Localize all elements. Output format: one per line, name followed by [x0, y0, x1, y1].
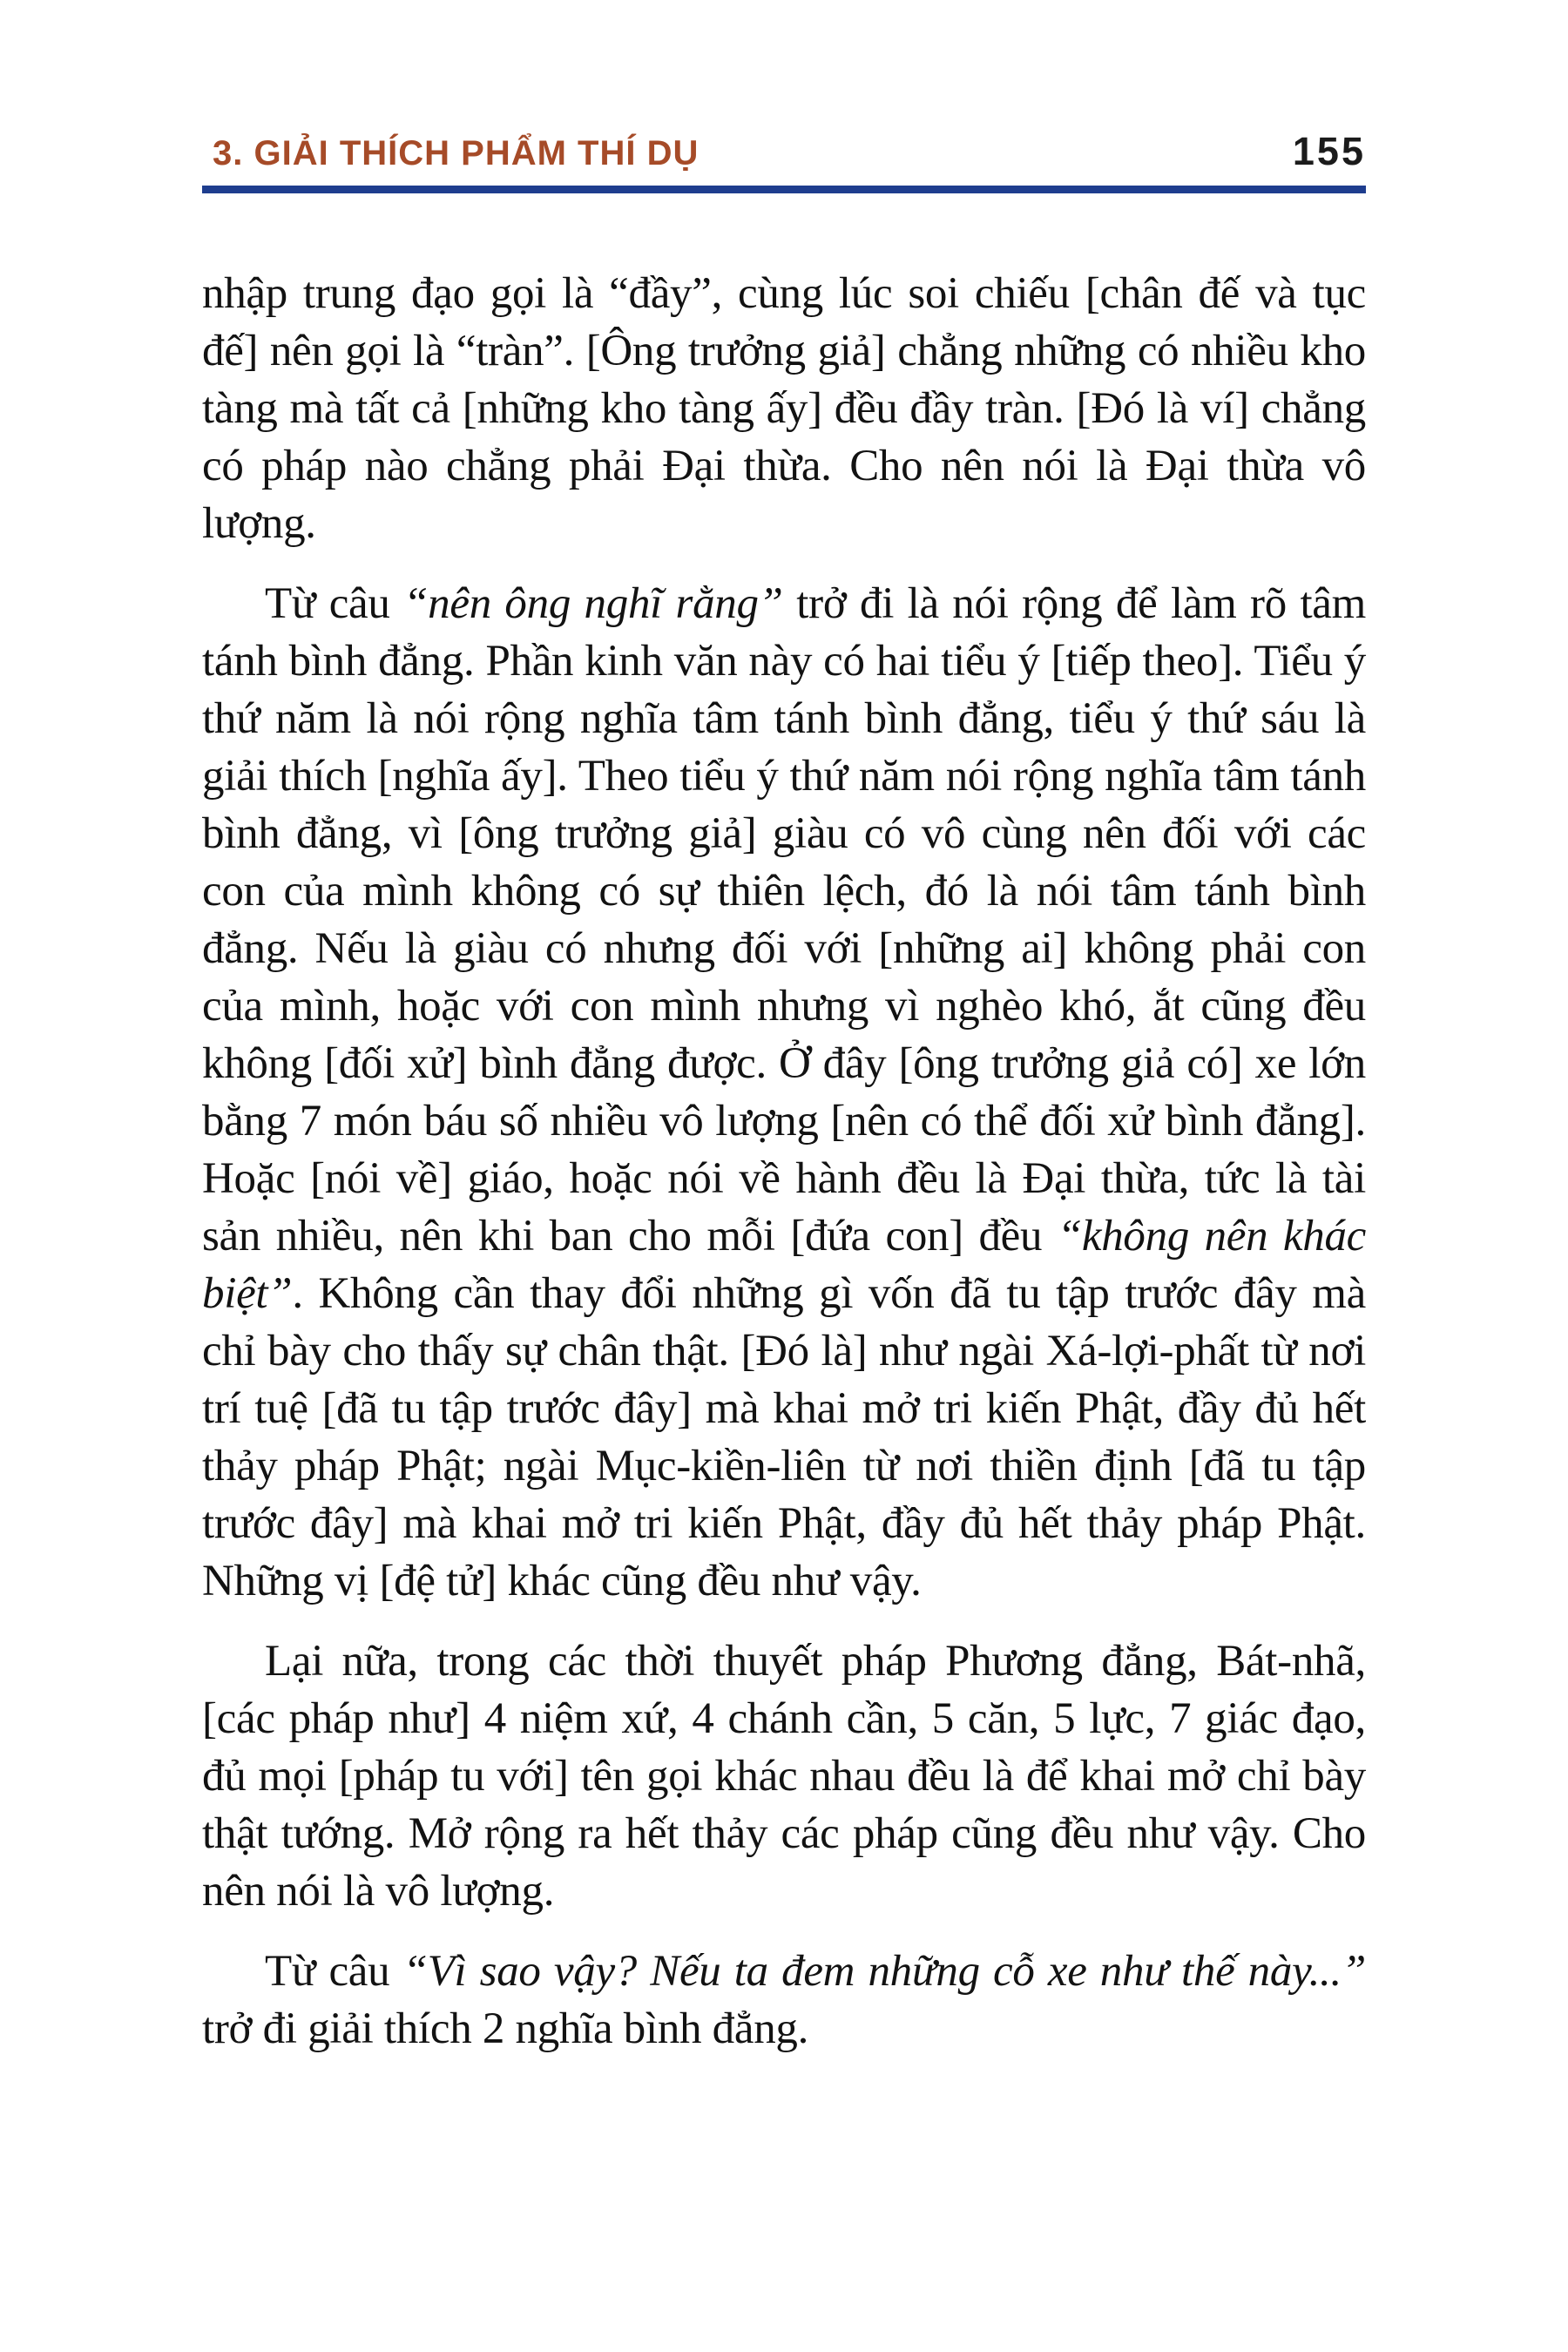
quoted-scripture-text: “Vì sao vậy? Nếu ta đem những cỗ xe như thế này...” [402, 1947, 1367, 1996]
paragraph [202, 265, 1366, 552]
quoted-scripture-text: “không nên khác biệt” [202, 1212, 1366, 1318]
body-text-segment: trở đi giải thích 2 nghĩa bình đẳng. [202, 2004, 809, 2053]
body-text-segment: Từ câu [265, 1947, 403, 1996]
body-text-segment: . Không cần thay đổi những gì vốn đã tu tập trước đây mà chỉ bày cho thấy sự chân thật. [Đó là] như ngài Xá-lợi-phất từ nơi trí tuệ [đã tu tập trước đây] mà khai mở tri kiến Phật, đầy đủ hết thảy pháp Phật; ngài Mục-kiền-liên từ nơi thiền định [đã tu tập trước đây] mà khai mở tri kiến Phật, đầy đủ hết thảy pháp Phật. Những vị [đệ tử] khác cũng đều như vậy. [202, 1269, 1366, 1605]
paragraph [202, 1632, 1366, 1920]
paragraph [202, 575, 1366, 1610]
body-text [202, 265, 1366, 2058]
page-number: 155 [1292, 129, 1366, 173]
page-header [202, 129, 1366, 193]
header-row [202, 129, 1366, 174]
body-text-segment: trở đi là nói rộng để làm rõ tâm tánh bình đẳng. Phần kinh văn này có hai tiểu ý [tiếp theo]. Tiểu ý thứ năm là nói rộng nghĩa tâm tánh bình đẳng, tiểu ý thứ sáu là giải thích [nghĩa ấy]. Theo tiểu ý thứ năm nói rộng nghĩa tâm tánh bình đẳng, vì [ông trưởng giả] giàu có vô cùng nên đối với các con của mình không có sự thiên lệch, đó là nói tâm tánh bình đẳng. Nếu là giàu có nhưng đối với [những ai] không phải con của mình, hoặc với con mình nhưng vì nghèo khó, ắt cũng đều không [đối xử] bình đẳng được. Ở đây [ông trưởng giả có] xe lớn bằng 7 món báu số nhiều vô lượng [nên có thể đối xử bình đẳng]. Hoặc [nói về] giáo, hoặc nói về hành đều là Đại thừa, tức là tài sản nhiều, nên khi ban cho mỗi [đứa con] đều [202, 579, 1367, 1260]
chapter-title: 3. GIẢI THÍCH PHẨM THÍ DỤ [213, 134, 700, 172]
body-text-segment: nhập trung đạo gọi là “đầy”, cùng lúc soi chiếu [chân đế và tục đế] nên gọi là “tràn”. [Ông trưởng giả] chẳng những có nhiều kho tàng mà tất cả [những kho tàng ấy] đều đầy tràn. [Đó là ví] chẳng có pháp nào chẳng phải Đại thừa. Cho nên nói là Đại thừa vô lượng. [202, 269, 1366, 548]
quoted-scripture-text: “nên ông nghĩ rằng” [403, 579, 783, 628]
body-text-segment: Từ câu [265, 579, 404, 628]
paragraph [202, 1943, 1366, 2058]
body-text-segment: Lại nữa, trong các thời thuyết pháp Phương đẳng, Bát-nhã, [các pháp như] 4 niệm xứ, 4 chánh cần, 5 căn, 5 lực, 7 giác đạo, đủ mọi [pháp tu với] tên gọi khác nhau đều là để khai mở chỉ bày thật tướng. Mở rộng ra hết thảy các pháp cũng đều như vậy. Cho nên nói là vô lượng. [202, 1637, 1366, 1916]
header-rule [202, 186, 1366, 193]
